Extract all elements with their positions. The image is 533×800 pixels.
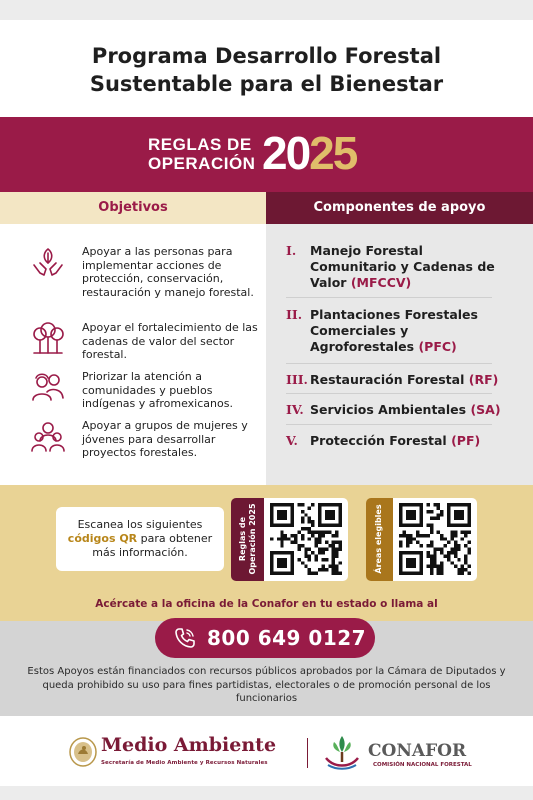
component-abbr: (SA) [470, 402, 501, 417]
objective-text: Apoyar el fortalecimiento de las cadenas de valor del sector forestal. [82, 321, 258, 361]
bottom-band [0, 786, 533, 800]
hero-year-part-2: 25 [309, 127, 357, 179]
objective-text: Apoyar a grupos de mujeres y jóvenes para desarrollar proyectos forestales. [82, 419, 248, 459]
hero-line-1: REGLAS DE [148, 135, 252, 154]
component-text [310, 307, 510, 355]
hero-banner [0, 117, 533, 192]
phone-number: 800 649 0127 [207, 626, 367, 650]
component-abbr: (MFCCV) [350, 275, 412, 290]
hero-year-part-1: 20 [262, 127, 310, 179]
trees-icon [30, 321, 66, 357]
conafor-logo: CONAFOR [368, 741, 467, 761]
divider [286, 363, 492, 364]
component-abbr: (PF) [451, 433, 481, 448]
qr-tag-reglas [231, 498, 264, 581]
title-line-1: Programa Desarrollo Forestal [91, 44, 442, 68]
qr-tag-areas [366, 498, 393, 581]
qr-tag-line: Reglas de [238, 516, 247, 562]
divider [286, 424, 492, 425]
divider [286, 297, 492, 298]
page-title [0, 42, 533, 98]
component-label: Servicios Ambientales [310, 402, 467, 417]
component-text [310, 402, 510, 418]
components-header: Componentes de apoyo [266, 192, 533, 224]
hero-year [262, 127, 356, 179]
qr-tag-text [374, 494, 384, 584]
medio-ambiente-subtitle: Secretaría de Medio Ambiente y Recursos Naturales [101, 760, 268, 766]
conafor-logo-icon [318, 732, 366, 772]
phone-icon [173, 626, 197, 650]
qr-code-reglas[interactable] [264, 498, 348, 581]
logo-separator [307, 738, 308, 768]
top-band [0, 0, 533, 20]
qr-tag-line: Áreas elegibles [374, 504, 383, 574]
component-number: IV. [286, 402, 304, 417]
component-abbr: (PFC) [418, 339, 457, 354]
qr-code-image [270, 503, 342, 575]
scan-pre: Escanea los siguientes [77, 518, 203, 531]
component-number: II. [286, 307, 303, 322]
objective-text: Priorizar la atención a comunidades y pueblos indígenas y afromexicanos. [82, 370, 233, 410]
qr-code-areas[interactable] [393, 498, 477, 581]
divider [286, 393, 492, 394]
component-text [310, 372, 510, 388]
component-number: III. [286, 372, 308, 387]
objective-text: Apoyar a las personas para implementar acciones de protección, conservación, restauración y manejo forestal. [82, 245, 254, 299]
component-abbr: (RF) [468, 372, 499, 387]
hero-line-2: OPERACIÓN [148, 154, 256, 173]
qr-code-image [399, 503, 471, 575]
community-people-icon [30, 370, 66, 406]
component-number: V. [286, 433, 298, 448]
women-youth-group-icon [30, 419, 66, 455]
component-label: Plantaciones Forestales Comerciales y Agroforestales [310, 307, 478, 354]
qr-tag-text [238, 494, 258, 584]
qr-tag-line: Operación 2025 [248, 503, 257, 575]
component-label: Restauración Forestal [310, 372, 465, 387]
hero-label [148, 135, 255, 173]
component-text [310, 243, 510, 291]
objectives-header: Objetivos [0, 192, 266, 224]
component-label: Protección Forestal [310, 433, 447, 448]
disclaimer: Estos Apoyos están financiados con recursos públicos aprobados por la Cámara de Diputados y queda prohibido su uso para fines partidistas, electorales o de promoción personal de los funcionarios [27, 666, 506, 704]
scan-highlight: códigos QR [67, 532, 138, 545]
mexico-seal-icon [68, 736, 98, 768]
title-line-2: Sustentable para el Bienestar [89, 72, 444, 96]
scan-instructions [56, 507, 224, 571]
conafor-subtitle: COMISIÓN NACIONAL FORESTAL [373, 762, 472, 768]
component-number: I. [286, 243, 297, 258]
component-text [310, 433, 510, 449]
component-label: Manejo Forestal Comunitario y Cadenas de Valor [310, 243, 495, 290]
scan-post: para obtener más información. [92, 532, 213, 559]
phone-button[interactable] [155, 618, 375, 658]
hands-leaf-icon [30, 245, 66, 281]
medio-ambiente-logo: Medio Ambiente [101, 734, 277, 756]
contact-text: Acércate a la oficina de la Conafor en tu estado o llama al [95, 598, 438, 610]
